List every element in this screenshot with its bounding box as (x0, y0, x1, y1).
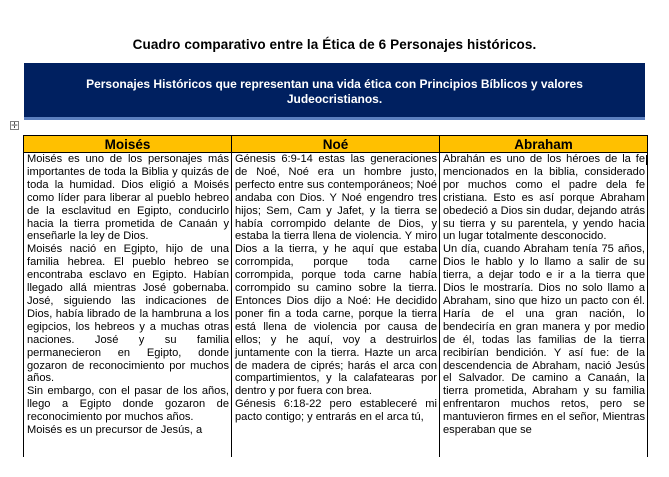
header-moises: Moisés (24, 136, 231, 153)
abraham-paragraph: Abrahán es uno de los héroes de la fe mencionados en la biblia, considerado por muchos como el padre dela fe cristiana. Esto es así porque Abraham obedeció a Dios sin dudar, dejando atrás su tierra y su parentela, y yendo hacia un lugar totalmente desconocido. (443, 153, 645, 243)
comparison-table (23, 135, 648, 457)
moises-paragraph: Moisés nació en Egipto, hijo de una familia hebrea. El pueblo hebreo se encontraba esclavo en Egipto. Habían llegado allá mientras José gobernaba. José, siguiendo las indicaciones de Dios, había librado de la hambruna a los egipcios, los hebreos y a muchas otras naciones. José y su familia permanecieron en Egipto, donde gozaron de reconocimiento por muchos años. (27, 243, 229, 385)
cell-moises[interactable] (24, 153, 231, 457)
noe-paragraph: Génesis 6:18-22 pero estableceré mi pacto contigo; y entrarás en el arca tú, (235, 398, 437, 424)
abraham-paragraph: Un día, cuando Abraham tenía 75 años, Dios le hablo y lo llamo a salir de su tierra, a dejar todo e ir a la tierra que Dios le mostraría. Dios no solo llamo a Abraham, sino que hizo un pacto con él. Haría de el una gran nación, lo bendeciría en gran manera y por medio de él, todas las familias de la tierra recibirían bendición. Y así fue: de la descendencia de Abraham, nació Jesús el Salvador. De camino a Canaán, la tierra prometida, Abraham y su familia enfrentaron muchos retos, pero se mantuvieron firmes en el señor, Mientras esperaban que se (443, 243, 645, 437)
cell-noe[interactable] (231, 153, 439, 457)
banner-line-2: Judeocristianos. (286, 92, 383, 106)
header-abraham: Abraham (439, 136, 647, 153)
moises-paragraph: Moisés es uno de los personajes más importantes de toda la Biblia y quizás de toda la humidad. Dios eligió a Moisés como líder para liberar al pueblo hebreo de la esclavitud en Egipto, conducirlo hacia la tierra prometida de Canaán y enseñarle la ley de Dios. (27, 153, 229, 243)
moises-paragraph: Sin embargo, con el pasar de los años, llego a Egipto donde gozaron de reconocimiento por muchos años. (27, 385, 229, 424)
moises-paragraph: Moisés es un precursor de Jesús, a (27, 424, 203, 437)
title-banner (24, 63, 645, 120)
cell-abraham[interactable] (439, 153, 647, 457)
banner-line-1: Personajes Históricos que representan una vida ética con Principios Bíblicos y valores (86, 77, 583, 91)
move-anchor-icon[interactable]: ✛ (11, 121, 18, 130)
document-title: Cuadro comparativo entre la Ética de 6 Personajes históricos. (132, 37, 537, 52)
text-cursor (646, 155, 648, 165)
header-noe: Noé (231, 136, 439, 153)
noe-paragraph: Génesis 6:9-14 estas las generaciones de Noé, Noé era un hombre justo, perfecto entre sus contemporáneos; Noé andaba con Dios. Y Noé engendro tres hijos; Sem, Cam y Jafet, y la tierra se había corrompido delante de Dios, y estaba la tierra llena de violencia. Y miro Dios a la tierra, y he aquí que estaba corrompida, porque toda carne corrompida, porque toda carne había corrompido su camino sobre la tierra. Entonces Dios dijo a Noé: He decidido poner fin a toda carne, porque la tierra está llena de violencia por causa de ellos; y he aquí, voy a destruirlos juntamente con la tierra. Hazte un arca de madera de ciprés; harás el arca con compartimientos, y la calafatearas por dentro y por fuera con brea. (235, 153, 437, 398)
